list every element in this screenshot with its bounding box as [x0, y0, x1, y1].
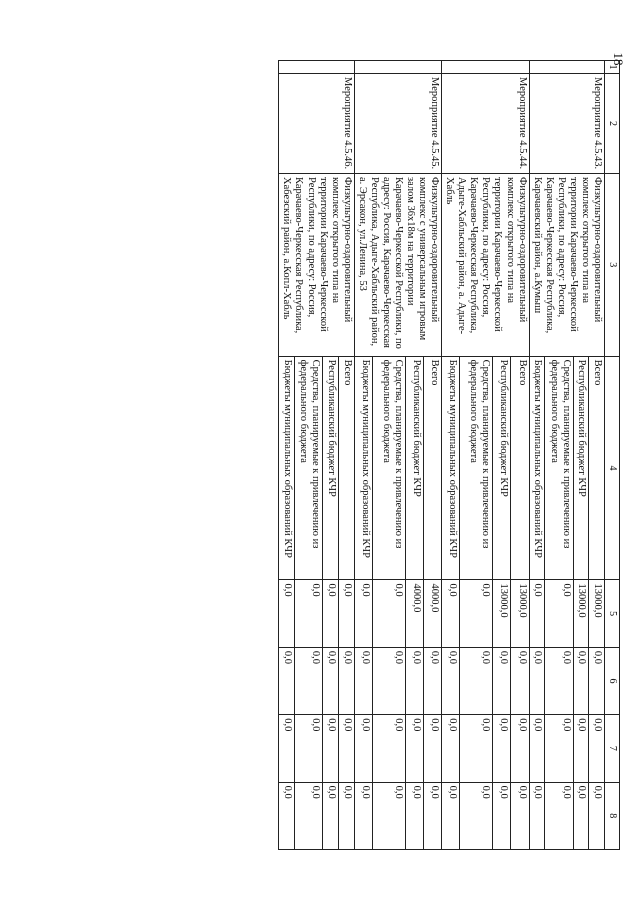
- value-cell-7: 0,0: [442, 715, 460, 782]
- value-cell-5: 13000,0: [573, 580, 589, 647]
- source-cell: Республиканский бюджет КЧР: [323, 356, 339, 580]
- value-cell-8: 0,0: [460, 782, 493, 849]
- value-cell-5: 0,0: [354, 580, 372, 647]
- value-cell-8: 0,0: [323, 782, 339, 849]
- object-cell: Физкультурно-оздоровительный комплекс с универсальным игровым залом 36х18м на территории Карачаево-Черкесской Республики, по адресу: Россия, Карачаево-Черкесская Республика, Адыге-Хабльский район, а. Эрсакон, ул.Ленина, 53: [354, 174, 441, 357]
- row-index-cell: [354, 61, 441, 74]
- table-row: [339, 61, 355, 850]
- source-cell: Бюджеты муниципальных образований КЧР: [442, 356, 460, 580]
- value-cell-8: 0,0: [529, 782, 545, 849]
- source-cell: Республиканский бюджет КЧР: [405, 356, 423, 580]
- page-number: 18: [611, 52, 626, 66]
- header-col-5: 5: [605, 580, 620, 647]
- measure-cell: Мероприятие 4.5.43.: [529, 74, 604, 174]
- value-cell-8: 0,0: [405, 782, 423, 849]
- value-cell-7: 0,0: [589, 715, 605, 782]
- header-col-4: 4: [605, 356, 620, 580]
- value-cell-5: 0,0: [460, 580, 493, 647]
- header-col-2: 2: [605, 74, 620, 174]
- budget-table: [278, 60, 620, 850]
- value-cell-5: 0,0: [545, 580, 573, 647]
- value-cell-8: 0,0: [354, 782, 372, 849]
- value-cell-8: 0,0: [442, 782, 460, 849]
- value-cell-5: 0,0: [339, 580, 355, 647]
- measure-cell: Мероприятие 4.5.44.: [442, 74, 529, 174]
- value-cell-8: 0,0: [573, 782, 589, 849]
- object-cell: Физкультурно-оздоровительный комплекс открытого типа на территории Карачаево-Черкесской Республики, по адресу: Россия, Карачаево-Черкесская Республика, Карачаевский район, а.Кумыш: [529, 174, 604, 357]
- source-cell: Всего: [423, 356, 441, 580]
- value-cell-7: 0,0: [405, 715, 423, 782]
- value-cell-6: 0,0: [423, 647, 441, 714]
- value-cell-5: 0,0: [529, 580, 545, 647]
- row-index-cell: [279, 61, 354, 74]
- document-page: [40, 60, 620, 850]
- value-cell-8: 0,0: [545, 782, 573, 849]
- value-cell-6: 0,0: [323, 647, 339, 714]
- value-cell-6: 0,0: [295, 647, 323, 714]
- value-cell-8: 0,0: [372, 782, 405, 849]
- header-col-7: 7: [605, 715, 620, 782]
- source-cell: Всего: [339, 356, 355, 580]
- value-cell-6: 0,0: [493, 647, 511, 714]
- value-cell-6: 0,0: [372, 647, 405, 714]
- source-cell: Бюджеты муниципальных образований КЧР: [529, 356, 545, 580]
- value-cell-7: 0,0: [545, 715, 573, 782]
- value-cell-6: 0,0: [442, 647, 460, 714]
- value-cell-5: 0,0: [323, 580, 339, 647]
- rotated-table-container: [40, 60, 620, 850]
- source-cell: Республиканский бюджет КЧР: [493, 356, 511, 580]
- table-row: [589, 61, 605, 850]
- object-cell: Физкультурно-оздоровительный комплекс открытого типа на территории Карачаево-Черкесской Республики, по адресу: Россия, Карачаево-Черкесская Республика, Хабезский район, а.Копл-Хабль: [279, 174, 354, 357]
- value-cell-8: 0,0: [279, 782, 295, 849]
- header-col-1: 1: [605, 61, 620, 74]
- source-cell: Бюджеты муниципальных образований КЧР: [279, 356, 295, 580]
- value-cell-5: 0,0: [442, 580, 460, 647]
- value-cell-6: 0,0: [460, 647, 493, 714]
- value-cell-7: 0,0: [529, 715, 545, 782]
- value-cell-7: 0,0: [511, 715, 529, 782]
- source-cell: Средства, планируемые к привлечению из федерального бюджета: [460, 356, 493, 580]
- value-cell-5: 13000,0: [493, 580, 511, 647]
- source-cell: Всего: [589, 356, 605, 580]
- value-cell-7: 0,0: [279, 715, 295, 782]
- value-cell-8: 0,0: [339, 782, 355, 849]
- value-cell-8: 0,0: [589, 782, 605, 849]
- row-index-cell: [529, 61, 604, 74]
- value-cell-6: 0,0: [589, 647, 605, 714]
- value-cell-7: 0,0: [339, 715, 355, 782]
- value-cell-7: 0,0: [295, 715, 323, 782]
- header-col-8: 8: [605, 782, 620, 849]
- header-col-6: 6: [605, 647, 620, 714]
- value-cell-6: 0,0: [529, 647, 545, 714]
- value-cell-6: 0,0: [339, 647, 355, 714]
- value-cell-7: 0,0: [423, 715, 441, 782]
- table-row: [511, 61, 529, 850]
- table-header-row: [605, 61, 620, 850]
- value-cell-5: 13000,0: [589, 580, 605, 647]
- value-cell-6: 0,0: [545, 647, 573, 714]
- value-cell-5: 0,0: [279, 580, 295, 647]
- value-cell-5: 0,0: [372, 580, 405, 647]
- value-cell-8: 0,0: [295, 782, 323, 849]
- value-cell-7: 0,0: [354, 715, 372, 782]
- value-cell-7: 0,0: [573, 715, 589, 782]
- value-cell-5: 4000,0: [423, 580, 441, 647]
- object-cell: Физкультурно-оздоровительный комплекс открытого типа на территории Карачаево-Черкесской Республики, по адресу: Россия, Карачаево-Черкесская Республика, Адыге-Хабльский район, а. Адыге-Хабль: [442, 174, 529, 357]
- value-cell-5: 0,0: [295, 580, 323, 647]
- value-cell-7: 0,0: [493, 715, 511, 782]
- header-col-3: 3: [605, 174, 620, 357]
- value-cell-6: 0,0: [511, 647, 529, 714]
- value-cell-8: 0,0: [423, 782, 441, 849]
- value-cell-8: 0,0: [493, 782, 511, 849]
- value-cell-8: 0,0: [511, 782, 529, 849]
- value-cell-7: 0,0: [323, 715, 339, 782]
- value-cell-5: 4000,0: [405, 580, 423, 647]
- source-cell: Средства, планируемые к привлечению из федерального бюджета: [545, 356, 573, 580]
- row-index-cell: [442, 61, 529, 74]
- value-cell-6: 0,0: [573, 647, 589, 714]
- source-cell: Бюджеты муниципальных образований КЧР: [354, 356, 372, 580]
- source-cell: Всего: [511, 356, 529, 580]
- measure-cell: Мероприятие 4.5.46.: [279, 74, 354, 174]
- value-cell-6: 0,0: [354, 647, 372, 714]
- value-cell-7: 0,0: [372, 715, 405, 782]
- value-cell-5: 13000,0: [511, 580, 529, 647]
- source-cell: Республиканский бюджет КЧР: [573, 356, 589, 580]
- value-cell-7: 0,0: [460, 715, 493, 782]
- source-cell: Средства, планируемые к привлечению из федерального бюджета: [295, 356, 323, 580]
- value-cell-6: 0,0: [279, 647, 295, 714]
- source-cell: Средства, планируемые к привлечению из федерального бюджета: [372, 356, 405, 580]
- measure-cell: Мероприятие 4.5.45.: [354, 74, 441, 174]
- table-row: [423, 61, 441, 850]
- value-cell-6: 0,0: [405, 647, 423, 714]
